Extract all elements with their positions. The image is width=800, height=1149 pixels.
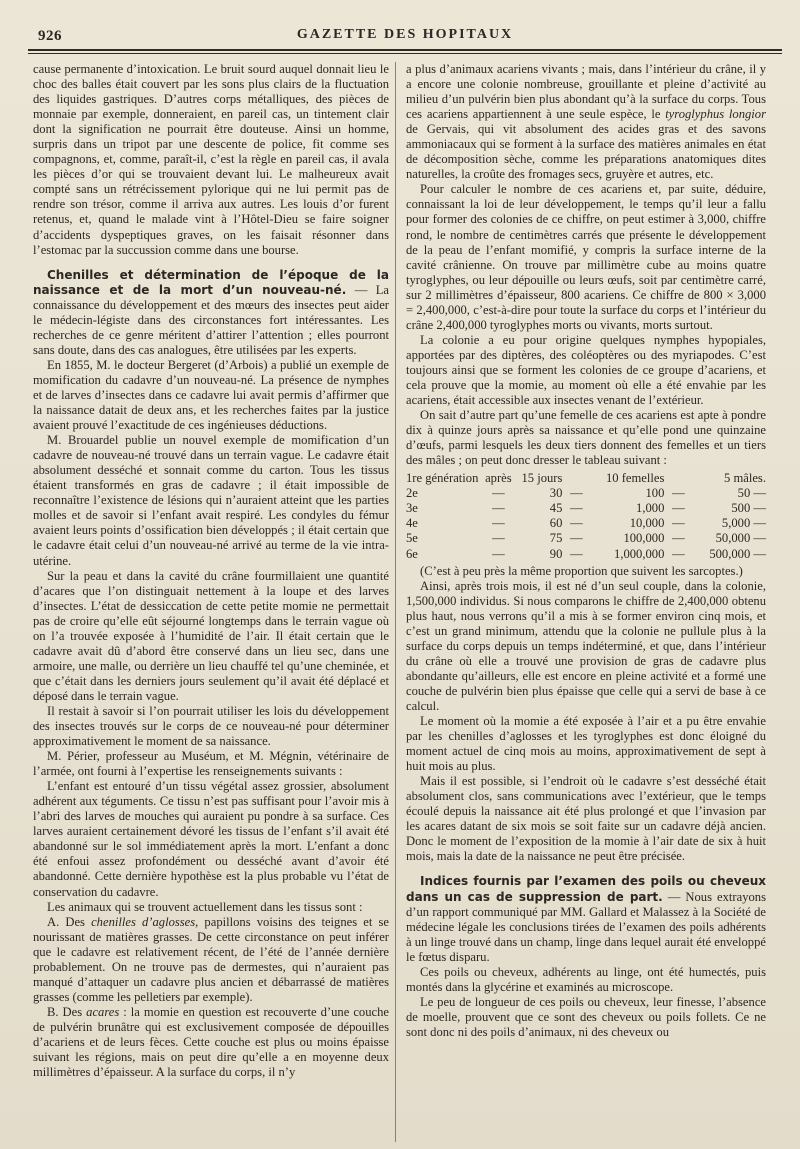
table-cell-gen: 6e [406,546,418,561]
italic-term: tyroglyphus longior [665,107,767,122]
table-cell-gen: 3e [406,501,418,516]
table-row [406,516,766,531]
table-row [406,471,766,486]
table-cell-gen: 4e [406,516,418,531]
section-heading: Indices fournis par l’examen des poils ou cheveux dans un cas de suppression de part. [406,874,766,904]
table-cell-males: 50,000 — [715,531,766,546]
paragraph: Mais il est possible, si l’endroit où le cadavre s’est desséché était absolument clos, sans communications avec l’extérieur, que le temps écoulé depuis la naissance ait été plus prolongé et que l’invasion par les acares datant de six mois se soit faite sur un cadavre déjà ancien. Donc le moment de l’exposition de la momie à l’air date de six à huit mois, mais la date de la naissance ne peut être précisée. [406,774,766,864]
paragraph: Pour calculer le nombre de ces acariens et, par suite, déduire, connaissant la loi de leur développement, le temps qu’il leur a fallu pour former des colonies de ce chiffre, on peut estimer à 3,000, chiffre rond, le nombre de centimètres carrés que présente le développement de la peau de l’enfant momifié, y compris la surface interne de la cavité crânienne. On trouve par millimètre cube au moins quatre tyroglyphes, ou leur dépouille ou leurs œufs, soit par centimètre carré, sur 2 millimètres d’épaisseur, 800 acariens. Ce chiffre de 800 × 3,000 = 2,400,000, c’est-à-dire pour toute la surface du corps et l’intérieur du crâne 2,400,000 tyroglyphes morts ou vivants, morts surtout. [406,182,766,332]
table-cell-sep: — [492,501,505,516]
paragraph: (C’est à peu près la même proportion que suivent les sarcoptes.) [420,563,743,578]
item-text: , papillons voisins des teignes et se nourissant de matières grasses. De cette circonstance on peut inférer que le cadavre est relativement récent, de l’été de l’année dernière probablement. On ne trouve pas de dermestes, qui n’auraient pas manqué d’attaquer un cadavre plus ancien et débarrassé de matières grasses (comme les pelletiers par exemple). [33,914,389,1004]
table-cell-males: 5,000 — [721,516,766,531]
journal-title: GAZETTE DES HOPITAUX [296,27,514,42]
left-column [33,62,389,1080]
table-cell-sep: — [492,516,505,531]
paragraph: L’enfant est entouré d’un tissu végétal assez grossier, absolument adhérent aux téguments. Ce tissu n’est pas suffisant pour l’avoir mis à l’abri des larves de mouches qui auraient pu pondre à sa surface. Ces larves auraient certainement dévoré les tissus de l’enfant s’il avait été abandonné sur le sol immédiatement après la mort. L’enfant a donc été enfoui assez profondément ou desséché avant d’avoir été abandonné. Cette dernière hypothèse est la plus probable vu l’état de conservation du cadavre. [33,779,389,899]
table-cell-dash1 [562,471,590,486]
table-cell-dash2: — [672,501,685,516]
header-rule [28,49,782,51]
table-cell-females: 100 [645,486,665,501]
table-cell-females: 100,000 [623,531,665,546]
italic-term: chenilles d’aglosses [91,914,196,929]
item-text: : la momie en question est recouverte d’une couche de pulvérin brunâtre qui est exclusivement composée de dépouilles d’acariens et de leurs fèces. Cette couche est plus ou moins épaisse suivant les régions, mais on peut dire qu’elle a en moyenne deux millimètres d’épaisseur. A la surface du corps, il n’y [33,1004,389,1080]
generations-table [406,471,766,561]
table-cell-days: 30 [549,486,563,501]
table-cell-females: 1,000 [636,501,665,516]
table-cell-gen: 5e [406,531,418,546]
paragraph-a [33,915,389,1005]
table-cell-dash1: — [570,516,583,531]
text: de Gervais, qui vit absolument des acides gras et des savons ammoniacaux qui se forment à la surface des matières animales en état de décomposition sèche, comme les préparations anatomiques dites naturelles, la croûte des fromages secs, gruyère et autres, etc. [406,122,766,182]
table-cell-dash2: — [672,516,685,531]
section-intro: — La connaissance du développement et des mœurs des insectes peut aider le médecin-légiste dans des circonstances fort intéressantes. Les recherches de ce genre méritent d’attirer l’attention ; elles pourront sans doute, dans des cas analogues, être utilisées par les experts. [33,282,389,357]
page-number: 926 [38,28,62,44]
paragraph: La colonie a eu pour origine quelques nymphes hypopiales, apportées par des diptères, des coléoptères ou des myriapodes. C’est toujours ainsi que se forment les colonies de ce groupe d’acariens, et cela prouve que la momie, au moment où elle a été envahie par les acariens, était accessible aux insectes venant de l’extérieur. [406,332,766,408]
paragraph: M. Brouardel publie un nouvel exemple de momification d’un cadavre de nouveau-né trouvé dans un terrain vague. Le cadavre était absolument desséché et sonnait comme du carton. Tous les tissus étaient transformés en gras de cadavre ; il était impossible de reconnaître l’existence de lésions qui n’auraient atteint que les parties molles et de savoir si l’enfant avait respiré. Les condyles du fémur avaient leurs points d’ossification bien développés ; il était certain que le cadavre était celui d’un nouveau-né arrivé au terme de la vie intra-utérine. [33,433,389,568]
paragraph: Le peu de longueur de ces poils ou cheveux, leur finesse, l’absence de moelle, prouvent que ce sont des cheveux ou poils follets. Ce ne sont donc ni des poils d’animaux, ni des cheveux ou [406,994,766,1039]
section-intro: — Nous extrayons d’un rapport communiqué par MM. Gallard et Malassez à la Société de médecine légale les conclusions tirées de l’examen des poils adhérents à un linge trouvé dans un champ, linge dans lequel aurait été enveloppé le fœtus disparu. [406,889,766,964]
table-row [406,501,766,516]
paragraph: Le moment où la momie a été exposée à l’air et a pu être envahie par les chenilles d’aglosses et les tyroglyphes est donc éloigné du moment actuel de cinq mois au moins, approximativement de sept à huit mois au plus. [406,714,766,774]
paragraph: On sait d’autre part qu’une femelle de ces acariens est apte à pondre dix à quinze jours après sa naissance et qu’elle pond une quinzaine d’œufs, parmi lesquels les deux tiers donnent des femelles et un tiers des mâles ; on peut donc dresser le tableau suivant : [406,408,766,468]
text: a plus d’animaux acariens vivants ; mais, dans l’intérieur du crâne, il y a encore une colonie nombreuse, grouillante et pleine d’activité au milieu d’un pulvérin bien plus abondant qu’à la surface du corps. Tous ces acariens appartiennent à une seule espèce, le [406,62,766,122]
column-divider [395,62,396,1142]
table-cell-sep: — [492,531,505,546]
table-cell-dash2: — [672,486,685,501]
paragraph [406,62,766,182]
section-indices [406,874,766,964]
table-cell-males: 500 — [731,501,766,516]
table-cell-dash1: — [570,486,583,501]
table-row [406,486,766,501]
table-cell-females: 1,000,000 [614,546,665,561]
paragraph: Il restait à savoir si l’on pourrait utiliser les lois du développement des insectes trouvés sur le corps de ce nouveau-né pour déterminer approximativement le moment de sa naissance. [33,703,389,749]
table-row [406,547,766,562]
table-cell-days: 90 [549,546,563,561]
item-lead: A. Des [47,914,92,929]
paragraph: Sur la peau et dans la cavité du crâne fourmillaient une quantité d’acares que l’on distinguait nettement à la loupe et des larves d’insectes. L’état de dessiccation de cette petite momie ne permettait pas de croire qu’elle eût séjourné longtemps dans le terrain vague où on l’a trouvée exposée à l’humidité de l’air. Il était certain que le cadavre avait dû d’abord être conservé dans un lieu sec, dans une armoire, une malle, ou derrière un lieu chauffé tel qu’une cheminée, et que c’était dans les derniers jours seulement qu’il avait été déplacé et déposé dans le terrain vague. [33,568,389,703]
table-cell-dash2: — [672,531,685,546]
table-cell-days: 75 [549,531,563,546]
table-cell-days: 60 [549,516,563,531]
table-cell-dash1: — [570,531,583,546]
table-cell-males: 50 — [737,486,766,501]
table-cell-days: 15 jours [521,471,563,486]
item-lead: B. Des [47,1004,87,1019]
table-cell-females: 10 femelles [605,471,665,486]
table-cell-males: 500,000 — [709,546,766,561]
table-cell-dash1: — [570,546,583,561]
table-cell-dash2 [664,471,692,486]
table-cell-sep: — [492,546,505,561]
italic-term: acares [86,1004,120,1019]
table-cell-gen: 1re génération [406,471,479,486]
paragraph: Ainsi, après trois mois, il est né d’un seul couple, dans la colonie, 1,500,000 individus. Si nous comparons le chiffre de 2,400,000 obtenu plus haut, nous verrons qu’il a mis à se former environ cinq mois, et c’est un grand minimum, attendu que la colonie ne pullule plus à la surface du corps depuis un temps indéterminé, et que, dans l’intérieur du crâne où elle a trouvé une provision de gras de cadavre plus abondante qu’ailleurs, elle est encore en pleine activité et a formé une couche de pulvérin bien plus épaisse que celle qui a servi de base à ce calcul. [406,578,766,713]
right-column [406,62,766,1040]
paragraph: Ces poils ou cheveux, adhérents au linge, ont été humectés, puis montés dans la glycérine et examinés au microscope. [406,964,766,994]
table-cell-females: 10,000 [629,516,665,531]
table-row [406,531,766,546]
paragraph: Les animaux qui se trouvent actuellement dans les tissus sont : [47,899,363,914]
paragraph-b [33,1005,389,1080]
table-cell-days: 45 [549,501,563,516]
header-rule-thin [28,53,782,54]
table-cell-dash2: — [672,546,685,561]
paragraph: En 1855, M. le docteur Bergeret (d’Arbois) a publié un exemple de momification du cadavre d’un nouveau-né. La présence de nymphes et de larves d’insectes dans ce cadavre lui avait permis d’affirmer que la naissance datait de deux ans, et les recherches faites par la justice avaient prouvé l’exactitude de ces ingénieuses déductions. [33,357,389,433]
paragraph: M. Périer, professeur au Muséum, et M. Mégnin, vétérinaire de l’armée, ont fourni à l’expertise les renseignements suivants : [33,749,389,779]
table-cell-sep: après [485,471,512,486]
page-header [28,26,782,46]
paragraph: cause permanente d’intoxication. Le bruit sourd auquel donnait lieu le choc des balles était couvert par les sons plus clairs de la fluctuation des liquides gastriques. D’autres corps métalliques, des pièces de monnaie par exemple, donneraient, en pareil cas, un tintement clair dont la signification ne pourrait être douteuse. Ainsi un homme, surpris dans un tripot par une descente de police, fit comme ses compagnons, et, comme, paraît-il, c’est la règle en pareil cas, il avala les pièces d’or qui se trouvaient devant lui. Le malheureux avait compté sans un rétrécissement pylorique qui ne lui permit pas de rendre son trésor, comme il arriva aux autres. Les louis d’or furent retenus, et, quand le malade vint à l’Hôtel-Dieu se faire soigner d’accidents dyspeptiques graves, on les faisait résonner dans l’estomac par la succussion comme dans une bourse. [33,62,389,257]
section-heading: Chenilles et détermination de l’époque de la naissance et de la mort d’un nouveau-né. [33,267,389,297]
table-cell-gen: 2e [406,486,418,501]
table-cell-males: 5 mâles. [724,471,766,486]
table-cell-dash1: — [570,501,583,516]
section-chenilles [33,268,389,358]
table-cell-sep: — [492,486,505,501]
